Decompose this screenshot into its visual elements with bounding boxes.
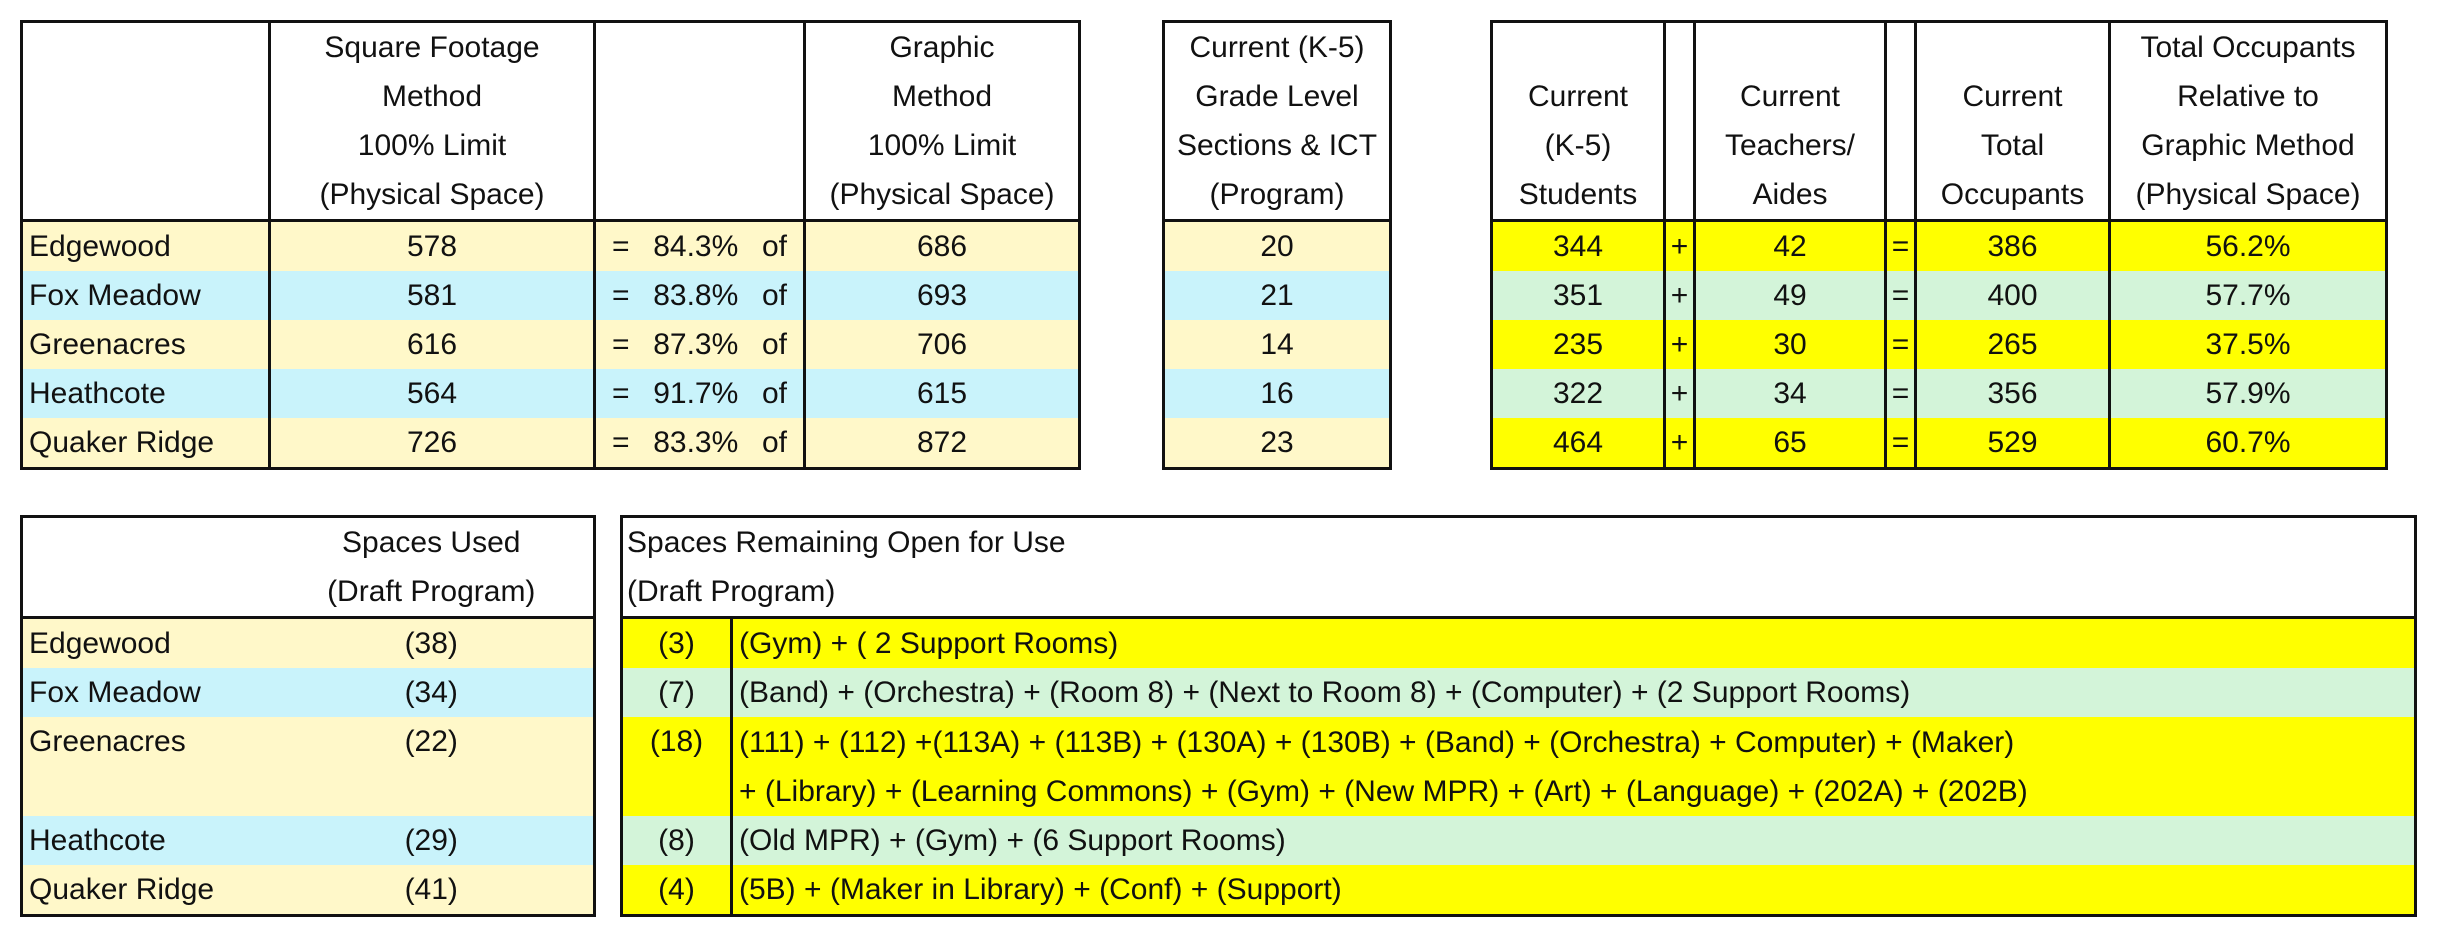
teachers-value: 42 <box>1695 221 1886 272</box>
school-name: Heathcote <box>22 369 270 418</box>
table-row <box>1492 418 2387 469</box>
table-row <box>622 865 2416 916</box>
remaining-rooms: (Gym) + ( 2 Support Rooms) <box>739 626 1119 660</box>
teachers-value: 30 <box>1695 320 1886 369</box>
sections-value: 14 <box>1260 327 1294 361</box>
header-spaces-used: Spaces Used (Draft Program) <box>270 517 595 618</box>
teachers-value: 49 <box>1695 271 1886 320</box>
header-total: Current Total Occupants <box>1916 22 2110 221</box>
total-value: 386 <box>1916 221 2110 272</box>
relative-value: 56.2% <box>2205 229 2291 263</box>
school-name: Quaker Ridge <box>29 872 215 906</box>
plus-sign: + <box>1670 425 1689 459</box>
table-row <box>22 271 1080 320</box>
header-blank <box>22 22 270 221</box>
equals-sign: = <box>1891 229 1910 263</box>
spaces-used-table <box>20 515 596 917</box>
ratio-cell: = 83.3% of <box>595 418 805 469</box>
header-sections: Current (K-5) Grade Level Sections & ICT (Program) <box>1164 22 1391 221</box>
school-name: Greenacres <box>22 320 270 369</box>
school-name: Quaker Ridge <box>22 418 270 469</box>
equals-sign: = <box>1891 376 1910 410</box>
graphic-value: 706 <box>916 327 968 361</box>
students-value: 322 <box>1492 369 1665 418</box>
sq-footage-value: 581 <box>270 271 595 320</box>
graphic-value: 615 <box>916 376 968 410</box>
ratio-cell: = 87.3% of <box>595 320 805 369</box>
remaining-count: (18) <box>622 717 732 816</box>
teachers-value: 34 <box>1695 369 1886 418</box>
ratio-cell: = 83.8% of <box>595 271 805 320</box>
header-students: Current (K-5) Students <box>1492 22 1665 221</box>
table-row <box>22 221 1080 272</box>
sq-footage-value: 616 <box>270 320 595 369</box>
equals-sign: = <box>1891 425 1910 459</box>
remaining-rooms: (Old MPR) + (Gym) + (6 Support Rooms) <box>739 823 1286 857</box>
table-row <box>22 320 1080 369</box>
remaining-rooms: (Band) + (Orchestra) + (Room 8) + (Next to Room 8) + (Computer) + (2 Support Rooms) <box>739 675 1911 709</box>
table-row <box>22 717 595 816</box>
sections-table <box>1162 20 1392 470</box>
equals-sign: = <box>1891 278 1910 312</box>
capacity-table <box>20 20 1081 470</box>
table-row <box>622 816 2416 865</box>
table-row <box>22 668 595 717</box>
students-value: 235 <box>1492 320 1665 369</box>
plus-sign: + <box>1670 229 1689 263</box>
table-row <box>22 418 1080 469</box>
plus-sign: + <box>1670 327 1689 361</box>
table-row <box>22 618 595 669</box>
header-plus-blank <box>1665 22 1695 221</box>
remaining-count: (8) <box>622 816 732 865</box>
ratio-cell: = 91.7% of <box>595 369 805 418</box>
header-equals-blank <box>1886 22 1916 221</box>
students-value: 464 <box>1492 418 1665 469</box>
teachers-value: 65 <box>1695 418 1886 469</box>
table-row <box>22 369 1080 418</box>
school-name: Greenacres <box>29 725 186 758</box>
header-blank <box>22 517 270 618</box>
spaces-used-value: (29) <box>404 823 458 857</box>
spaces-used-value: (22) <box>404 725 458 758</box>
occupants-table <box>1490 20 2388 470</box>
remaining-count: (7) <box>622 668 732 717</box>
graphic-value: 693 <box>916 278 968 312</box>
spaces-used-value: (34) <box>404 675 458 709</box>
sections-value: 16 <box>1260 376 1294 410</box>
table-row <box>622 668 2416 717</box>
header-teachers: Current Teachers/ Aides <box>1695 22 1886 221</box>
remaining-count: (4) <box>622 865 732 916</box>
table-row <box>622 618 2416 669</box>
equals-sign: = <box>1891 327 1910 361</box>
relative-value: 57.7% <box>2205 278 2291 312</box>
relative-value: 37.5% <box>2205 327 2291 361</box>
ratio-cell: = 84.3% of <box>595 221 805 272</box>
school-name: Edgewood <box>22 221 270 272</box>
header-graphic: Graphic Method 100% Limit (Physical Space) <box>805 22 1080 221</box>
plus-sign: + <box>1670 376 1689 410</box>
sq-footage-value: 726 <box>270 418 595 469</box>
spaces-used-value: (38) <box>404 626 458 660</box>
table-row <box>22 865 595 916</box>
total-value: 529 <box>1916 418 2110 469</box>
sections-value: 21 <box>1260 278 1294 312</box>
table-row <box>1492 221 2387 272</box>
spaces-remaining-table <box>620 515 2417 917</box>
students-value: 344 <box>1492 221 1665 272</box>
total-value: 356 <box>1916 369 2110 418</box>
remaining-rooms: (5B) + (Maker in Library) + (Conf) + (Support) <box>739 872 1342 906</box>
remaining-rooms: (111) + (112) +(113A) + (113B) + (130A) + (130B) + (Band) + (Orchestra) + Computer) + (Maker) + (Library) + (Learning Commons) + (Gym) + (New MPR) + (Art) + (Language) + (202A) + (202B) <box>739 725 2028 808</box>
school-name: Edgewood <box>29 626 171 660</box>
header-ratio <box>595 22 805 221</box>
school-name: Fox Meadow <box>29 675 201 709</box>
sq-footage-value: 578 <box>270 221 595 272</box>
header-relative: Total Occupants Relative to Graphic Method (Physical Space) <box>2110 22 2387 221</box>
school-name: Heathcote <box>29 823 166 857</box>
table-row <box>1492 320 2387 369</box>
header-sq-footage: Square Footage Method 100% Limit (Physical Space) <box>270 22 595 221</box>
table-row <box>1492 369 2387 418</box>
graphic-value: 872 <box>916 425 968 459</box>
sections-value: 23 <box>1260 425 1294 459</box>
header-spaces-remaining: Spaces Remaining Open for Use (Draft Program) <box>622 517 2416 618</box>
relative-value: 60.7% <box>2205 425 2291 459</box>
sections-value: 20 <box>1260 229 1294 263</box>
sq-footage-value: 564 <box>270 369 595 418</box>
students-value: 351 <box>1492 271 1665 320</box>
table-row <box>622 717 2416 816</box>
remaining-count: (3) <box>622 618 732 669</box>
table-row <box>22 816 595 865</box>
total-value: 400 <box>1916 271 2110 320</box>
school-name: Fox Meadow <box>22 271 270 320</box>
plus-sign: + <box>1670 278 1689 312</box>
total-value: 265 <box>1916 320 2110 369</box>
graphic-value: 686 <box>916 229 968 263</box>
relative-value: 57.9% <box>2205 376 2291 410</box>
table-row <box>1492 271 2387 320</box>
spaces-used-value: (41) <box>404 872 458 906</box>
